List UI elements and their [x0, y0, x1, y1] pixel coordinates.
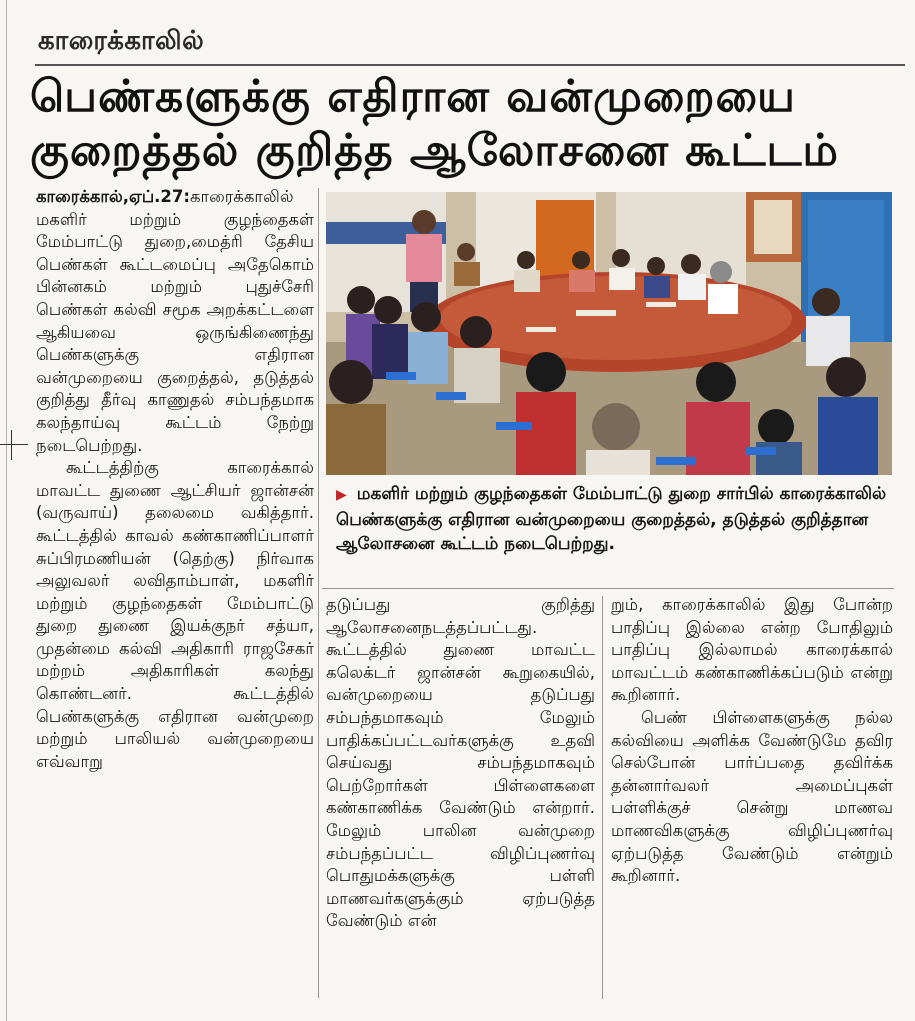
article-paragraph-3: தடுப்பது குறித்து ஆலோசனைநடத்தப்பட்டது. கூட்டத்தில் துணை மாவட்ட கலெக்டர் ஜான்சன் கூறுகையில், வன்முறையை தடுப்பது சம்பந்தமாகவும் மேலும் பாதிக்கப்பட்டவர்களுக்கு உதவி செய்வது சம்பந்தமாகவும் பெற்றோர்கள் பிள்ளைகளை கண்காணிக்க வேண்டும் என்றார். மேலும் பாலின வன்முறை சம்பந்தப்பட்ட விழிப்புணர்வு பொதுமக்களுக்கு பள்ளி மாணவர்களுக்கும் ஏற்படுத்த வேண்டும் என் [326, 595, 595, 931]
caption-text: மகளிர் மற்றும் குழந்தைகள் மேம்பாட்டு துறை சார்பில் காரைக்காலில் பெண்களுக்கு எதிரான வன்முறையை குறைத்தல், தடுத்தல் குறித்தான ஆலோசனை கூட்டம் நடைபெற்றது. [336, 484, 887, 554]
article-paragraph-4: றும், காரைக்காலில் இது போன்ற பாதிப்பு இல்லை என்ற போதிலும் பாதிப்பு இல்லாமல் காரைக்கால் மாவட்டம் கண்காணிக்கப்படும் என்று கூறினார். [611, 595, 893, 705]
meeting-photo-illustration [326, 192, 892, 475]
column-divider [318, 188, 319, 998]
crop-mark [0, 444, 28, 445]
column-divider [602, 596, 603, 999]
paragraph-text: காரைக்காலில் மகளிர் மற்றும் குழந்தைகள் மேம்பாட்டு துறை,மைத்ரி தேசிய பெண்கள் கூட்டமைப்பு அதேகொம் பின்னகம் மற்றும் புதுச்சேரி பெண்கள் கல்வி சமூக அறக்கட்டளை ஆகியவை ஒருங்கிணைந்து பெண்களுக்கு எதிரான வன்முறையை குறைத்தல், தடுத்தல் குறித்து தீர்வு காணுதல் சம்பந்தமாக கலந்தாய்வு கூட்டம் நேற்று நடைபெற்றது. [36, 187, 314, 455]
kicker-rule [35, 64, 905, 66]
caption-divider [322, 588, 894, 589]
photo-caption [336, 482, 891, 557]
article-column-left [36, 186, 314, 1001]
section-kicker: காரைக்காலில் [38, 26, 205, 56]
article-column-middle [326, 594, 595, 999]
dateline: காரைக்கால்,ஏப்.27: [36, 187, 190, 206]
crop-mark [11, 430, 12, 460]
page-edge [6, 0, 7, 1021]
article-paragraph-5: பெண் பிள்ளைகளுக்கு நல்ல கல்வியை அளிக்க வேண்டுமே தவிர செல்போன் பார்ப்பதை தவிர்க்க தன்னார்வலர் அமைப்புகள் பள்ளிக்குச் சென்று மாணவ மாணவிகளுக்கு விழிப்புணர்வு ஏற்படுத்த வேண்டும் என்றும் கூறினார். [611, 707, 893, 886]
headline-line-2: குறைத்தல் குறித்த ஆலோசனை கூட்டம் [30, 125, 839, 176]
headline [30, 70, 900, 178]
article-paragraph-2: கூட்டத்திற்கு காரைக்கால் மாவட்ட துணை ஆட்சியர் ஜான்சன் (வருவாய்) தலைமை வகித்தார். கூட்டத்தில் காவல் கண்காணிப்பாளர் சுப்பிரமணியன் (தெற்கு) நிர்வாக அலுவலர் லவிதாம்பாள், மகளிர் மற்றும் குழந்தைகள் மேம்பாட்டு துறை துணை இயக்குநர் சத்யா, முதன்மை கல்வி அதிகாரி ராஜசேகர் மற்றம் அதிகாரிகள் கலந்து கொண்டனர். கூட்டத்தில் பெண்களுக்கு எதிரான வன்முறை மற்றும் பாலியல் வன்முறையை எவ்வாறு [36, 458, 314, 771]
caption-marker-icon: ▶ [336, 487, 347, 503]
article-paragraph-1 [36, 186, 314, 457]
meeting-photo [326, 192, 892, 475]
headline-line-1: பெண்களுக்கு எதிரான வன்முறையை [30, 71, 796, 122]
article-column-right [611, 594, 893, 999]
